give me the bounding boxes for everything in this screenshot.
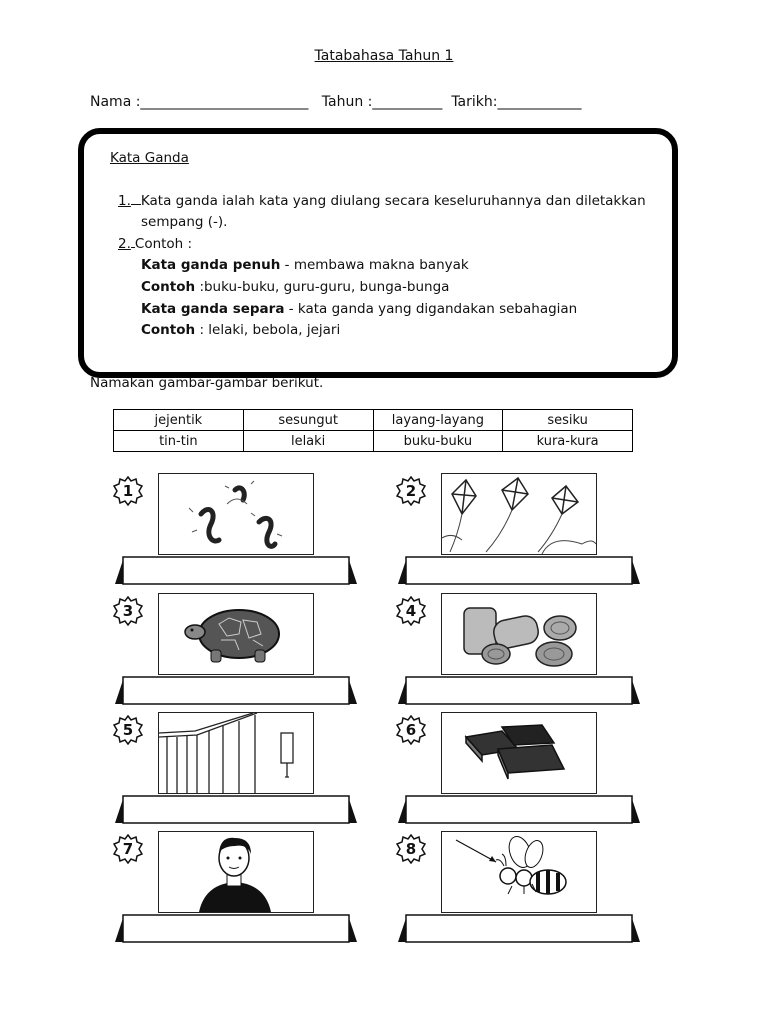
item-number-badge — [396, 834, 426, 864]
word-cell: buku-buku — [373, 431, 503, 452]
answer-banner[interactable] — [115, 795, 357, 825]
notes-heading: Kata Ganda — [110, 150, 189, 166]
point-text-continued: sempang (-). — [141, 214, 228, 231]
item-number-badge — [396, 476, 426, 506]
item-number-badge — [113, 834, 143, 864]
point-number: 1. — [118, 192, 131, 209]
note-point-2 — [110, 234, 652, 256]
point-text: Kata ganda ialah kata yang diulang secara keseluruhannya dan diletakkan — [140, 192, 646, 209]
word-cell: kura-kura — [503, 431, 633, 452]
example-words: : lelaki, bebola, jejari — [199, 322, 341, 339]
item-number: 4 — [405, 602, 417, 620]
answer-banner[interactable] — [398, 795, 640, 825]
example-1-list — [110, 277, 652, 299]
note-point-1 — [110, 191, 652, 213]
word-cell: jejentik — [114, 410, 244, 431]
table-row — [114, 431, 633, 452]
cans-icon — [442, 594, 596, 674]
item-number-badge — [113, 715, 143, 745]
item-number: 8 — [405, 840, 417, 858]
word-cell: lelaki — [243, 431, 373, 452]
tarikh-field[interactable]: Tarikh:____________ — [451, 94, 582, 110]
kites-icon — [442, 474, 596, 554]
nama-field[interactable]: Nama :________________________ — [90, 94, 309, 110]
word-cell: tin-tin — [114, 431, 244, 452]
example-desc: - membawa makna banyak — [284, 257, 469, 274]
answer-banner[interactable] — [398, 556, 640, 586]
item-number-badge — [396, 596, 426, 626]
item-picture — [441, 593, 597, 675]
contoh-label: Contoh — [141, 278, 196, 295]
point-number: 2. — [118, 235, 131, 252]
item-number: 7 — [122, 840, 134, 858]
wriggling-larvae-icon — [159, 474, 313, 554]
item-picture — [158, 473, 314, 555]
tahun-field[interactable]: Tahun :__________ — [321, 94, 443, 110]
item-number: 1 — [122, 482, 134, 500]
answer-banner[interactable] — [398, 676, 640, 706]
room-corner-icon — [159, 713, 313, 793]
contoh-label: Contoh — [141, 322, 196, 339]
example-2-list — [110, 320, 652, 342]
word-bank-table — [113, 409, 633, 452]
item-picture — [158, 593, 314, 675]
books-icon — [442, 713, 596, 793]
table-row — [114, 410, 633, 431]
item-picture — [441, 712, 597, 794]
tortoise-icon — [159, 594, 313, 674]
word-cell: sesiku — [503, 410, 633, 431]
item-number-badge — [396, 715, 426, 745]
example-term: Kata ganda separa — [141, 300, 285, 317]
item-number: 5 — [122, 721, 134, 739]
boy-icon — [159, 832, 313, 912]
item-number-badge — [113, 476, 143, 506]
item-picture — [441, 831, 597, 913]
answer-banner[interactable] — [115, 556, 357, 586]
item-number: 2 — [405, 482, 417, 500]
example-1-line — [110, 255, 652, 277]
item-picture — [158, 712, 314, 794]
example-desc: - kata ganda yang digandakan sebahagian — [288, 300, 578, 317]
bee-antenna-icon — [442, 832, 596, 912]
example-term: Kata ganda penuh — [141, 257, 281, 274]
item-number: 6 — [405, 721, 417, 739]
word-cell: layang-layang — [373, 410, 503, 431]
item-number: 3 — [122, 602, 134, 620]
item-picture — [441, 473, 597, 555]
notes-box — [78, 128, 678, 378]
word-cell: sesungut — [243, 410, 373, 431]
instruction-text: Namakan gambar-gambar berikut. — [90, 375, 324, 391]
item-picture — [158, 831, 314, 913]
example-2-line — [110, 299, 652, 321]
answer-banner[interactable] — [115, 914, 357, 944]
point-text: Contoh : — [134, 235, 193, 252]
student-info-line — [90, 94, 581, 110]
answer-banner[interactable] — [398, 914, 640, 944]
answer-banner[interactable] — [115, 676, 357, 706]
worksheet-title: Tatabahasa Tahun 1 — [314, 48, 454, 64]
example-words: :buku-buku, guru-guru, bunga-bunga — [199, 278, 450, 295]
item-number-badge — [113, 596, 143, 626]
